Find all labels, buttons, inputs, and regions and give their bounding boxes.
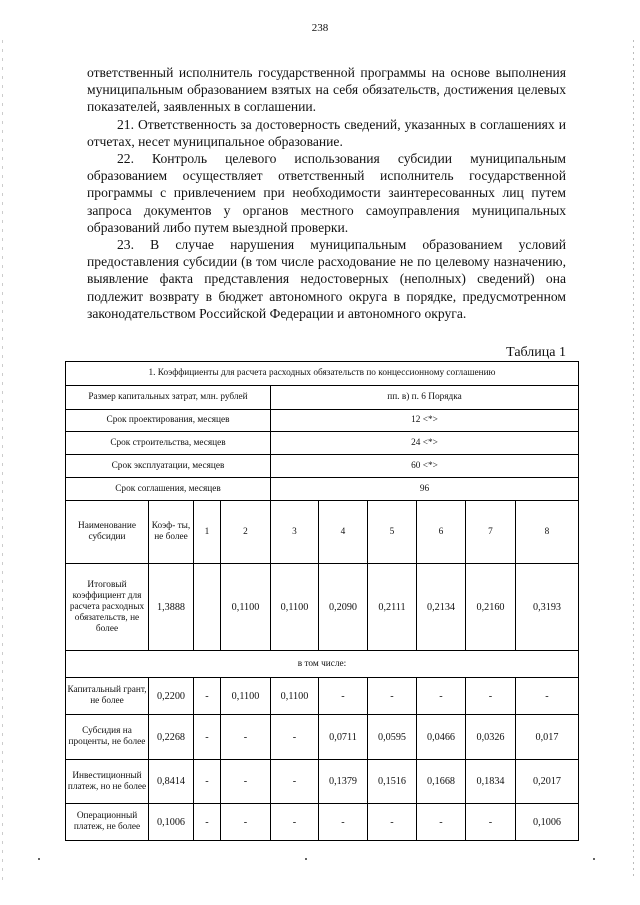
paragraph-23: 23. В случае нарушения муниципальным образованием условий предоставления субсидии (в том числе расходование не по целевому назначению, выявление факта представления недостоверных (неполных) сведений) она подлежит возврату в бюджет автономного округа в порядке, предусмотренном законодательством Российской Федерации и автономного округа.: [87, 237, 566, 321]
param-row: [66, 455, 579, 478]
row-value: 0,0711: [319, 715, 368, 760]
scan-speck: [38, 858, 40, 860]
table-row: [66, 760, 579, 804]
header-year: 3: [271, 501, 319, 564]
total-value: 0,2111: [368, 564, 417, 651]
param-value: 12 <*>: [271, 410, 579, 432]
header-year: 1: [194, 501, 221, 564]
param-row: [66, 432, 579, 455]
table-caption: Таблица 1: [506, 345, 566, 360]
header-year: 4: [319, 501, 368, 564]
param-value: пп. в) п. 6 Порядка: [271, 386, 579, 410]
row-value: 0,1668: [417, 760, 466, 804]
row-value: 0,1100: [271, 678, 319, 715]
param-label: Срок строительства, месяцев: [66, 432, 271, 455]
row-value: -: [271, 804, 319, 841]
total-value: 0,3193: [516, 564, 579, 651]
row-value: -: [271, 715, 319, 760]
total-coef: 1,3888: [149, 564, 194, 651]
row-value: 0,2017: [516, 760, 579, 804]
table-title-row: [66, 362, 579, 386]
header-year: 7: [466, 501, 516, 564]
row-value: 0,1516: [368, 760, 417, 804]
row-value: 0,0466: [417, 715, 466, 760]
subheader-row: [66, 651, 579, 678]
row-value: -: [368, 804, 417, 841]
scan-speck: [305, 858, 307, 860]
param-value: 24 <*>: [271, 432, 579, 455]
row-value: -: [194, 715, 221, 760]
body-text: [87, 64, 566, 322]
paragraph-21: 21. Ответственность за достоверность сведений, указанных в соглашениях и отчетах, несет муниципальное образование.: [87, 116, 566, 149]
scan-edge-right: [633, 40, 634, 880]
row-value: 0,017: [516, 715, 579, 760]
scan-speck: [593, 858, 595, 860]
header-year: 5: [368, 501, 417, 564]
row-value: -: [466, 678, 516, 715]
total-value: 0,1100: [271, 564, 319, 651]
row-value: -: [221, 804, 271, 841]
param-value: 96: [271, 478, 579, 501]
scan-edge-left: [2, 40, 3, 880]
row-value: -: [194, 804, 221, 841]
total-value: 0,2134: [417, 564, 466, 651]
row-value: 0,1834: [466, 760, 516, 804]
header-coef: Коэф- ты, не более: [149, 501, 194, 564]
row-value: 0,1006: [516, 804, 579, 841]
paragraph-continuation: ответственный исполнитель государственной программы на основе выполнения муниципальным образованием взятых на себя обязательств, достижения целевых показателей, заявленных в соглашении.: [87, 65, 566, 115]
table-row: [66, 678, 579, 715]
table-title: 1. Коэффициенты для расчета расходных обязательств по концессионному соглашению: [66, 362, 579, 386]
param-row: [66, 386, 579, 410]
row-value: 0,1379: [319, 760, 368, 804]
row-coef: 0,1006: [149, 804, 194, 841]
total-value: 0,1100: [221, 564, 271, 651]
row-value: -: [368, 678, 417, 715]
page-number: 238: [311, 22, 329, 34]
row-value: -: [466, 804, 516, 841]
row-coef: 0,8414: [149, 760, 194, 804]
row-value: -: [516, 678, 579, 715]
table-row: [66, 804, 579, 841]
param-label: Срок проектирования, месяцев: [66, 410, 271, 432]
header-year: 8: [516, 501, 579, 564]
param-row: [66, 410, 579, 432]
subheader: в том числе:: [66, 651, 579, 678]
row-value: -: [221, 715, 271, 760]
row-value: 0,0595: [368, 715, 417, 760]
coefficients-table: [65, 361, 579, 841]
row-label: Инвестиционный платеж, но не более: [66, 760, 149, 804]
param-row: [66, 478, 579, 501]
row-value: -: [319, 678, 368, 715]
param-value: 60 <*>: [271, 455, 579, 478]
total-value: 0,2160: [466, 564, 516, 651]
param-label: Срок соглашения, месяцев: [66, 478, 271, 501]
row-coef: 0,2200: [149, 678, 194, 715]
row-value: 0,1100: [221, 678, 271, 715]
total-value: 0,2090: [319, 564, 368, 651]
row-coef: 0,2268: [149, 715, 194, 760]
row-value: -: [271, 760, 319, 804]
header-year: 6: [417, 501, 466, 564]
row-label: Капитальный грант, не более: [66, 678, 149, 715]
table-row: [66, 715, 579, 760]
row-value: -: [417, 678, 466, 715]
param-label: Срок эксплуатации, месяцев: [66, 455, 271, 478]
row-value: -: [417, 804, 466, 841]
row-value: -: [194, 760, 221, 804]
total-value: [194, 564, 221, 651]
column-header-row: [66, 501, 579, 564]
row-label: Субсидия на проценты, не более: [66, 715, 149, 760]
total-label: Итоговый коэффициент для расчета расходных обязательств, не более: [66, 564, 149, 651]
header-year: 2: [221, 501, 271, 564]
row-value: 0,0326: [466, 715, 516, 760]
row-value: -: [221, 760, 271, 804]
row-value: -: [319, 804, 368, 841]
row-value: -: [194, 678, 221, 715]
header-name: Наименование субсидии: [66, 501, 149, 564]
param-label: Размер капитальных затрат, млн. рублей: [66, 386, 271, 410]
total-row: [66, 564, 579, 651]
paragraph-22: 22. Контроль целевого использования субсидии муниципальным образованием осуществляет ответственный исполнитель государственной программы с привлечением при необходимости заинтересованных лиц путем запроса документов у органов местного самоуправления муниципальных образований либо путем выездной проверки.: [87, 151, 566, 235]
row-label: Операционный платеж, не более: [66, 804, 149, 841]
